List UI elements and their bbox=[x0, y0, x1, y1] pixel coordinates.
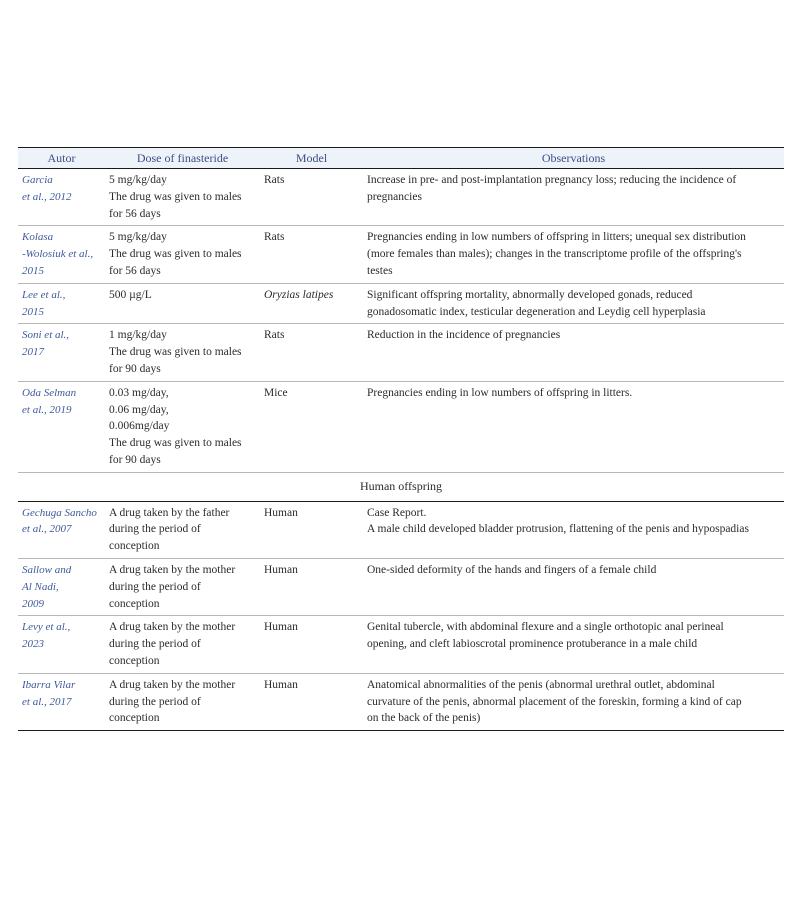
observations-line: Significant offspring mortality, abnormally developed gonads, reduced bbox=[367, 288, 693, 301]
dose-line: The drug was given to males bbox=[109, 437, 242, 450]
dose-line: during the period of bbox=[109, 695, 201, 708]
dose-cell bbox=[105, 616, 260, 673]
observations-line: Pregnancies ending in low numbers of offspring in litters; unequal sex distribution bbox=[367, 231, 746, 244]
table-row bbox=[18, 226, 784, 283]
author-line: 2023 bbox=[22, 638, 44, 651]
author-cell bbox=[18, 381, 105, 472]
author-cell bbox=[18, 673, 105, 730]
table-row bbox=[18, 324, 784, 381]
author-line: Garcia bbox=[22, 174, 53, 186]
dose-line: A drug taken by the mother bbox=[109, 678, 236, 691]
model-cell: Mice bbox=[260, 381, 363, 472]
author-line: Lee et al., bbox=[22, 288, 66, 301]
author-line: et al., 2017 bbox=[22, 695, 72, 708]
dose-line: 500 µg/L bbox=[109, 288, 152, 301]
table-header bbox=[18, 148, 784, 169]
header-author: Autor bbox=[18, 148, 105, 169]
author-line: 2009 bbox=[22, 597, 44, 610]
observations-line: Case Report. bbox=[367, 506, 427, 519]
observations-line: One-sided deformity of the hands and fingers of a female child bbox=[367, 563, 657, 576]
observations-line: Pregnancies ending in low numbers of offspring in litters. bbox=[367, 386, 633, 399]
dose-line: The drug was given to males bbox=[109, 190, 242, 203]
author-line: et al., 2012 bbox=[22, 190, 72, 203]
author-cell bbox=[18, 558, 105, 615]
model-cell: Oryzias latipes bbox=[260, 283, 363, 324]
model-cell: Human bbox=[260, 558, 363, 615]
table-row bbox=[18, 616, 784, 673]
observations-cell bbox=[363, 616, 784, 673]
section-row bbox=[18, 472, 784, 501]
observations-line: Anatomical abnormalities of the penis (abnormal urethral outlet, abdominal bbox=[367, 678, 715, 691]
observations-cell bbox=[363, 381, 784, 472]
observations-line: Genital tubercle, with abdominal flexure and a single orthotopic anal perineal bbox=[367, 621, 724, 634]
header-dose: Dose of finasteride bbox=[105, 148, 260, 169]
dose-line: The drug was given to males bbox=[109, 248, 242, 261]
author-line: 2015 bbox=[22, 305, 44, 318]
dose-line: for 56 days bbox=[109, 207, 161, 220]
dose-line: A drug taken by the mother bbox=[109, 563, 236, 576]
dose-line: A drug taken by the mother bbox=[109, 621, 236, 634]
header-observations: Observations bbox=[363, 148, 784, 169]
observations-cell bbox=[363, 283, 784, 324]
dose-line: 5 mg/kg/day bbox=[109, 174, 167, 186]
dose-cell bbox=[105, 169, 260, 226]
finasteride-offspring-table bbox=[18, 147, 784, 731]
table-body bbox=[18, 169, 784, 731]
dose-line: The drug was given to males bbox=[109, 346, 242, 359]
header-model: Model bbox=[260, 148, 363, 169]
dose-line: during the period of bbox=[109, 638, 201, 651]
dose-line: for 90 days bbox=[109, 362, 161, 375]
dose-line: during the period of bbox=[109, 523, 201, 536]
author-line: et al., 2019 bbox=[22, 403, 72, 416]
table-row bbox=[18, 673, 784, 730]
author-cell bbox=[18, 283, 105, 324]
observations-line: testes bbox=[367, 264, 393, 277]
author-line: Oda Selman bbox=[22, 386, 77, 399]
model-cell: Rats bbox=[260, 226, 363, 283]
author-line: Sallow and bbox=[22, 563, 72, 576]
dose-cell bbox=[105, 673, 260, 730]
table-row bbox=[18, 501, 784, 558]
author-line: Levy et al., bbox=[22, 621, 71, 634]
author-cell bbox=[18, 501, 105, 558]
model-cell: Human bbox=[260, 673, 363, 730]
dose-line: 5 mg/kg/day bbox=[109, 231, 167, 244]
observations-cell bbox=[363, 558, 784, 615]
dose-line: conception bbox=[109, 597, 160, 610]
observations-line: opening, and cleft labioscrotal prominence protuberance in a male child bbox=[367, 638, 698, 651]
model-cell: Rats bbox=[260, 169, 363, 226]
dose-line: conception bbox=[109, 712, 160, 725]
author-line: 2017 bbox=[22, 346, 44, 359]
observations-line: (more females than males); changes in the transcriptome profile of the offspring's bbox=[367, 248, 742, 261]
dose-line: A drug taken by the father bbox=[109, 506, 230, 519]
dose-cell bbox=[105, 324, 260, 381]
dose-cell bbox=[105, 501, 260, 558]
model-cell: Human bbox=[260, 501, 363, 558]
dose-cell bbox=[105, 226, 260, 283]
observations-line: gonadosomatic index, testicular degeneration and Leydig cell hyperplasia bbox=[367, 305, 706, 318]
dose-cell bbox=[105, 558, 260, 615]
author-line: Gechuga Sancho bbox=[22, 506, 97, 519]
table-row bbox=[18, 381, 784, 472]
dose-cell bbox=[105, 381, 260, 472]
author-line: Kolasa bbox=[22, 231, 54, 244]
author-line: 2015 bbox=[22, 264, 44, 277]
author-line: Ibarra Vilar bbox=[22, 678, 76, 691]
observations-line: Reduction in the incidence of pregnancies bbox=[367, 329, 561, 342]
observations-line: A male child developed bladder protrusion, flattening of the penis and hypospadias bbox=[367, 523, 749, 536]
dose-line: conception bbox=[109, 654, 160, 667]
dose-cell bbox=[105, 283, 260, 324]
observations-line: pregnancies bbox=[367, 190, 422, 203]
author-cell bbox=[18, 226, 105, 283]
author-cell bbox=[18, 169, 105, 226]
observations-line: on the back of the penis) bbox=[367, 712, 481, 725]
dose-line: 1 mg/kg/day bbox=[109, 329, 167, 342]
data-table bbox=[18, 147, 784, 731]
observations-cell bbox=[363, 226, 784, 283]
dose-line: during the period of bbox=[109, 580, 201, 593]
observations-line: curvature of the penis, abnormal placement of the foreskin, forming a kind of cap bbox=[367, 695, 742, 708]
dose-line: conception bbox=[109, 540, 160, 553]
dose-line: 0.03 mg/day, bbox=[109, 386, 169, 399]
author-line: -Wolosiuk et al., bbox=[22, 248, 94, 261]
observations-cell bbox=[363, 501, 784, 558]
table-row bbox=[18, 169, 784, 226]
observations-cell bbox=[363, 673, 784, 730]
dose-line: for 56 days bbox=[109, 264, 161, 277]
dose-line: 0.06 mg/day, bbox=[109, 403, 169, 416]
author-cell bbox=[18, 616, 105, 673]
author-line: et al., 2007 bbox=[22, 523, 72, 536]
model-cell: Human bbox=[260, 616, 363, 673]
section-label: Human offspring bbox=[18, 472, 784, 501]
author-line: Soni et al., bbox=[22, 329, 70, 342]
observations-cell bbox=[363, 169, 784, 226]
dose-line: for 90 days bbox=[109, 453, 161, 466]
observations-cell bbox=[363, 324, 784, 381]
dose-line: 0.006mg/day bbox=[109, 420, 170, 433]
table-row bbox=[18, 283, 784, 324]
observations-line: Increase in pre- and post-implantation pregnancy loss; reducing the incidence of bbox=[367, 174, 737, 186]
author-cell bbox=[18, 324, 105, 381]
author-line: Al Nadi, bbox=[22, 580, 59, 593]
table-row bbox=[18, 558, 784, 615]
model-cell: Rats bbox=[260, 324, 363, 381]
